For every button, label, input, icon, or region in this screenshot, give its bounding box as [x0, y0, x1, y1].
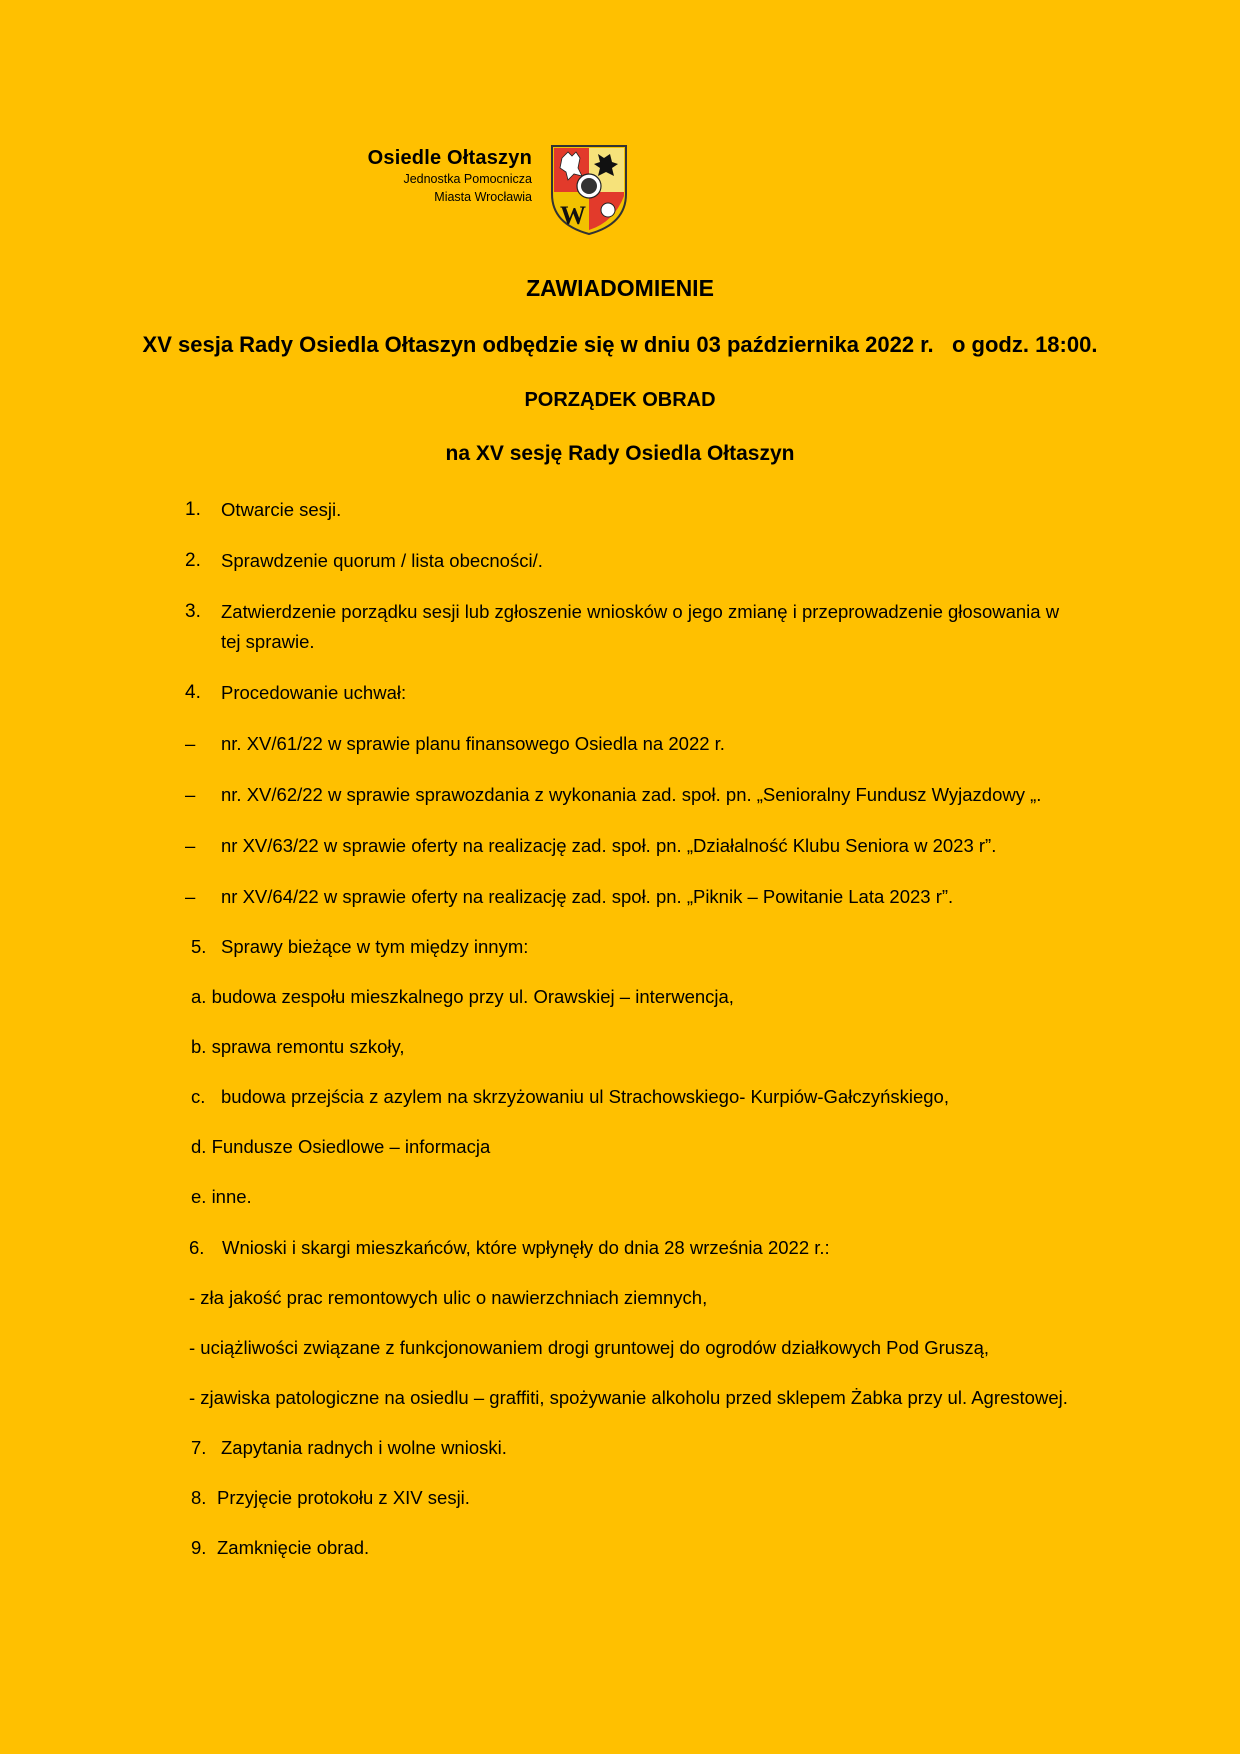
item-text: Sprawy bieżące w tym między innym:: [221, 936, 529, 957]
resolution-text: nr XV/64/22 w sprawie oferty na realizację zad. społ. pn. „Piknik – Powitanie Lata 2023 r”.: [221, 886, 954, 907]
item-text: Procedowanie uchwał:: [221, 682, 407, 703]
item-number: 7.: [191, 1437, 207, 1458]
item-text: Zamknięcie obrad.: [217, 1537, 370, 1558]
svg-text:W: W: [560, 201, 586, 230]
org-subtitle-2: Miasta Wrocławia: [434, 190, 532, 204]
item-text: Wnioski i skargi mieszkańców, które wpłynęły do dnia 28 września 2022 r.:: [222, 1237, 830, 1258]
session-announcement: XV sesja Rady Osiedla Ołtaszyn odbędzie się w dniu 03 października 2022 r. o godz. 18:00.: [142, 332, 1098, 357]
resolution-text: nr. XV/61/22 w sprawie planu finansowego Osiedla na 2022 r.: [221, 733, 725, 754]
sub-item-text: budowa przejścia z azylem na skrzyżowaniu ul Strachowskiego- Kurpiów-Gałczyńskiego,: [221, 1086, 949, 1107]
item-number: 2.: [185, 550, 201, 571]
org-logo-text: [368, 146, 532, 206]
dash-marker: –: [185, 733, 196, 754]
agenda-title: PORZĄDEK OBRAD: [524, 389, 716, 411]
wroclaw-coat-of-arms-icon: [550, 144, 628, 236]
sub-item-text: b. sprawa remontu szkoły,: [191, 1036, 405, 1057]
item-number: 5.: [191, 936, 207, 957]
resolution-text: nr XV/63/22 w sprawie oferty na realizację zad. społ. pn. „Działalność Klubu Seniora w 2023 r”.: [221, 835, 997, 856]
sub-item-text: d. Fundusze Osiedlowe – informacja: [191, 1136, 491, 1157]
org-name: Osiedle Ołtaszyn: [367, 147, 532, 169]
item-number: 4.: [185, 682, 201, 703]
notice-title: ZAWIADOMIENIE: [526, 275, 714, 301]
complaint-text: - zła jakość prac remontowych ulic o nawierzchniach ziemnych,: [189, 1287, 708, 1308]
org-logo: [300, 144, 640, 236]
dash-marker: –: [185, 784, 196, 805]
item-text: Zatwierdzenie porządku sesji lub zgłoszenie wniosków o jego zmianę i przeprowadzenie głosowania w: [221, 601, 1060, 622]
dash-marker: –: [185, 886, 196, 907]
sub-item-text: e. inne.: [191, 1186, 252, 1207]
item-number: 6.: [189, 1237, 205, 1258]
complaint-text: - zjawiska patologiczne na osiedlu – graffiti, spożywanie alkoholu przed sklepem Żabka przy ul. Agrestowej.: [189, 1387, 1068, 1408]
item-text: tej sprawie.: [221, 631, 315, 652]
sub-item-text: a. budowa zespołu mieszkalnego przy ul. Orawskiej – interwencja,: [191, 986, 734, 1007]
item-text: Zapytania radnych i wolne wnioski.: [221, 1437, 507, 1458]
item-number: 8.: [191, 1487, 207, 1508]
sub-item-marker: c.: [191, 1086, 206, 1107]
item-text: Otwarcie sesji.: [221, 499, 342, 520]
item-number: 9.: [191, 1537, 207, 1558]
dash-marker: –: [185, 835, 196, 856]
item-number: 1.: [185, 499, 201, 520]
org-subtitle-1: Jednostka Pomocnicza: [403, 172, 532, 186]
resolution-text: nr. XV/62/22 w sprawie sprawozdania z wykonania zad. społ. pn. „Senioralny Fundusz Wyjazdowy „.: [221, 784, 1042, 805]
agenda-subtitle: na XV sesję Rady Osiedla Ołtaszyn: [445, 442, 795, 465]
complaint-text: - uciążliwości związane z funkcjonowaniem drogi gruntowej do ogrodów działkowych Pod Gruszą,: [189, 1337, 989, 1358]
item-number: 3.: [185, 601, 201, 622]
item-text: Przyjęcie protokołu z XIV sesji.: [217, 1487, 470, 1508]
item-text: Sprawdzenie quorum / lista obecności/.: [221, 550, 543, 571]
